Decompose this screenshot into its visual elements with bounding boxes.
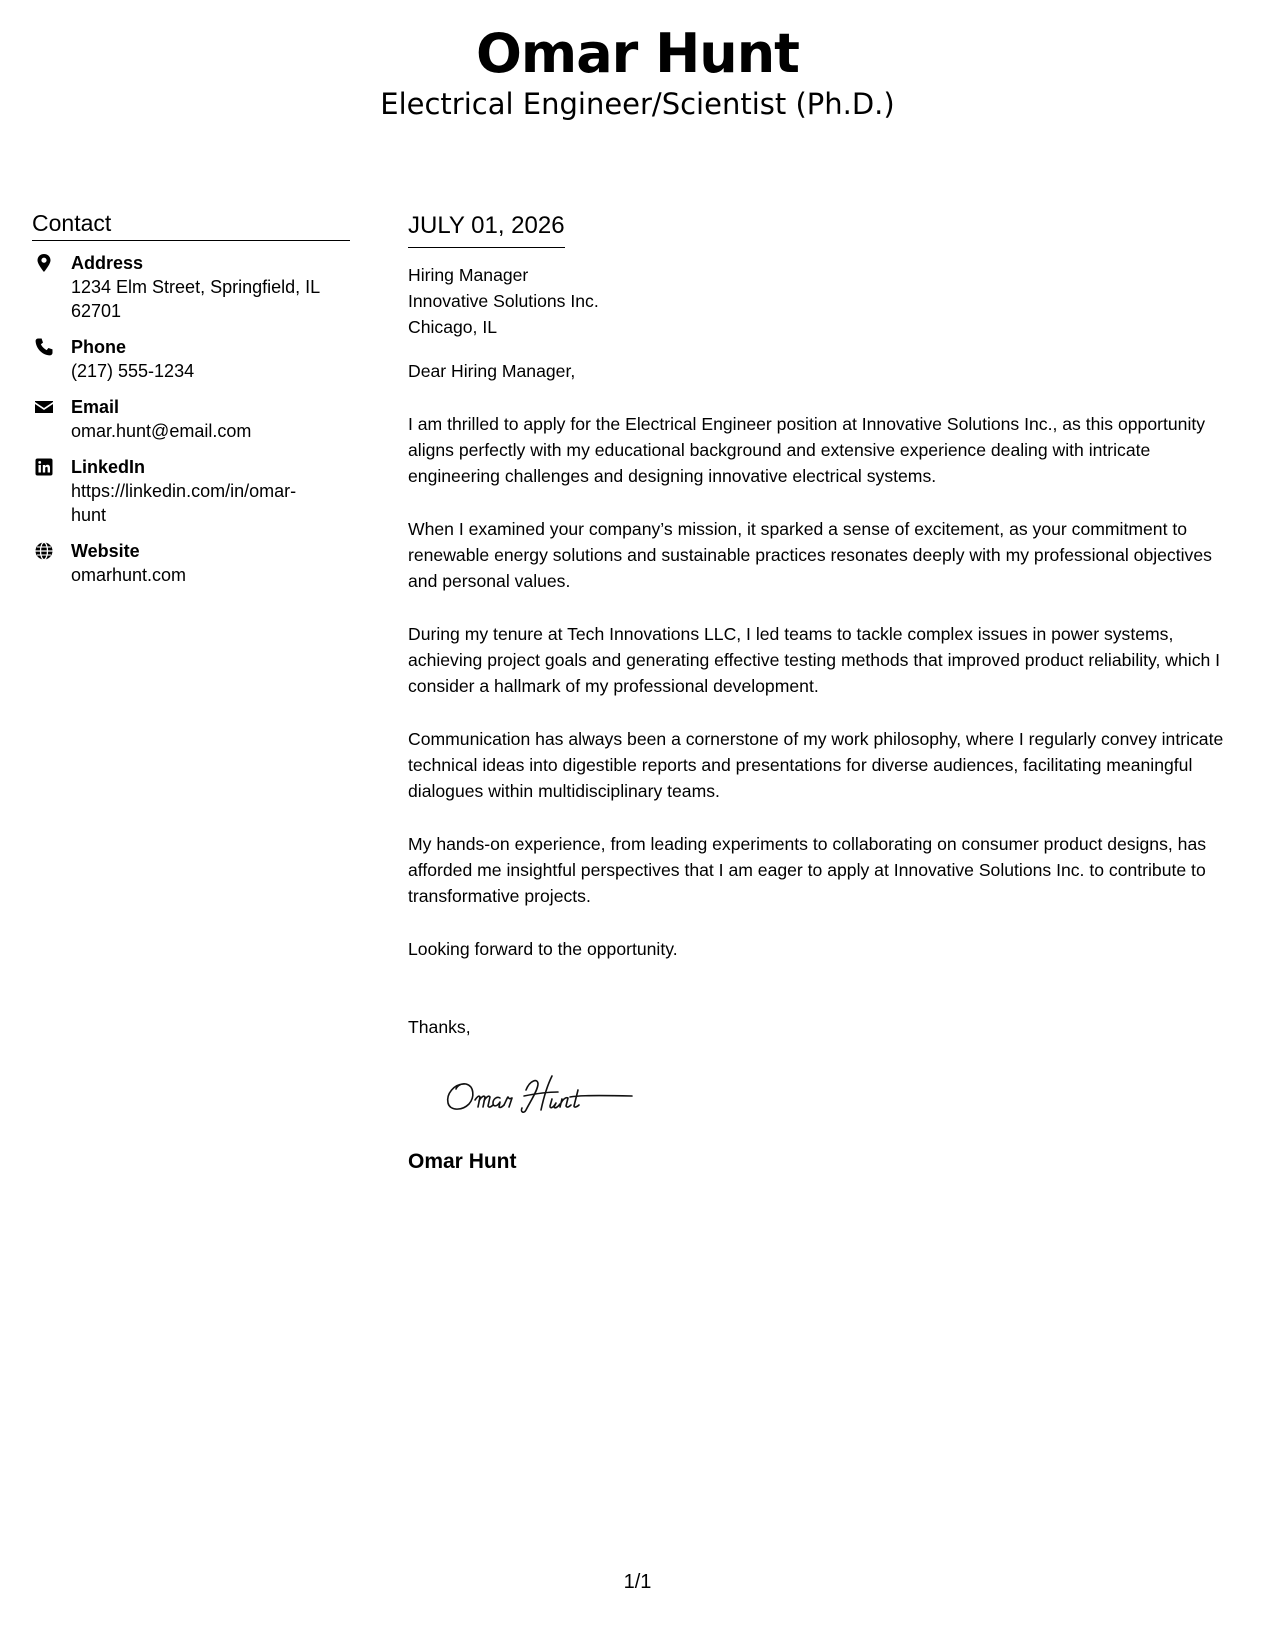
linkedin-icon	[34, 457, 54, 477]
globe-icon	[34, 541, 54, 561]
contact-item-address	[32, 251, 350, 323]
contact-value-address: 1234 Elm Street, Springfield, IL 62701	[71, 277, 320, 321]
contact-label-linkedin: LinkedIn	[71, 457, 146, 477]
contact-item-email	[32, 395, 350, 443]
letter-date: JULY 01, 2026	[408, 210, 565, 248]
phone-icon	[34, 337, 54, 357]
page-number: 1/1	[623, 1571, 652, 1593]
applicant-name: Omar Hunt	[476, 22, 799, 85]
contact-label-address: Address	[71, 253, 144, 273]
contact-value-website[interactable]: omarhunt.com	[71, 565, 187, 585]
contact-item-linkedin	[32, 455, 350, 527]
contact-item-website	[32, 539, 350, 587]
handwritten-signature	[442, 1070, 642, 1118]
contact-section-title: Contact	[32, 208, 350, 241]
applicant-title: Electrical Engineer/Scientist (Ph.D.)	[380, 87, 895, 121]
contact-value-phone: (217) 555-1234	[71, 361, 195, 381]
letter-paragraph: Looking forward to the opportunity.	[408, 939, 678, 959]
letter-closing: Thanks,	[408, 1017, 471, 1037]
recipient-block	[408, 262, 1243, 340]
letter-greeting: Dear Hiring Manager,	[408, 361, 576, 381]
resume-header	[0, 22, 1275, 122]
letter-body	[408, 210, 1243, 1176]
recipient-line: Chicago, IL	[408, 317, 497, 337]
recipient-line: Hiring Manager	[408, 265, 529, 285]
letter-paragraph: During my tenure at Tech Innovations LLC, I led teams to tackle complex issues in power systems, achieving project goals and generating effective testing methods that improved product reliability, which I consider a hallmark of my professional development.	[408, 624, 1221, 696]
contact-sidebar	[32, 208, 350, 599]
letter-paragraph: I am thrilled to apply for the Electrical Engineer position at Innovative Solutions Inc., as this opportunity aligns perfectly with my educational background and extensive experience dealing with intricate engineering challenges and designing innovative electrical systems.	[408, 414, 1206, 486]
contact-label-website: Website	[71, 541, 140, 561]
envelope-icon	[34, 397, 54, 417]
location-pin-icon	[34, 253, 54, 273]
contact-label-phone: Phone	[71, 337, 127, 357]
letter-paragraph: My hands-on experience, from leading experiments to collaborating on consumer product designs, has afforded me insightful perspectives that I am eager to apply at Innovative Solutions Inc. to contribute to transformative projects.	[408, 834, 1207, 906]
contact-item-phone	[32, 335, 350, 383]
signer-name: Omar Hunt	[408, 1150, 517, 1173]
contact-value-email[interactable]: omar.hunt@email.com	[71, 421, 252, 441]
letter-paragraph: When I examined your company’s mission, it sparked a sense of excitement, as your commitment to renewable energy solutions and sustainable practices resonates deeply with my professional objectives and personal values.	[408, 519, 1212, 591]
contact-value-linkedin[interactable]: https://linkedin.com/in/omar-hunt	[71, 481, 297, 525]
contact-label-email: Email	[71, 397, 120, 417]
recipient-line: Innovative Solutions Inc.	[408, 291, 599, 311]
letter-paragraph: Communication has always been a cornerstone of my work philosophy, where I regularly convey intricate technical ideas into digestible reports and presentations for diverse audiences, facilitating meaningful dialogues within multidisciplinary teams.	[408, 729, 1224, 801]
